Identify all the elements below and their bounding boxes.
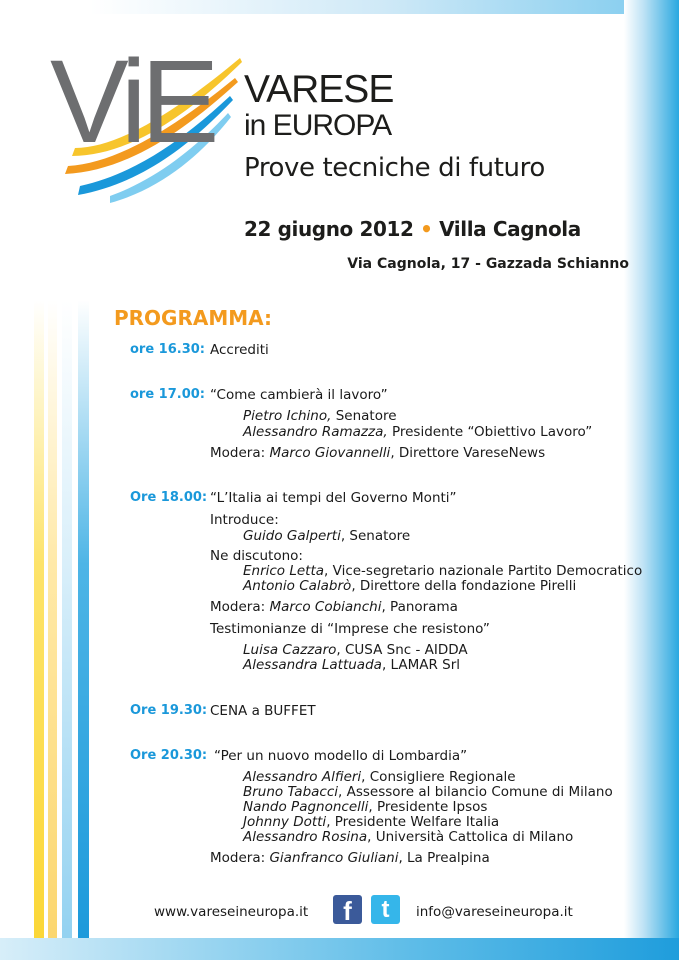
session-title-monti: “L’Italia ai tempi del Governo Monti”: [210, 490, 457, 506]
intro-role: , Senatore: [340, 528, 411, 544]
event-date: 22 giugno 2012: [244, 217, 414, 241]
left-stripe-blue: [78, 300, 89, 960]
time-2030: Ore 20.30:: [130, 748, 208, 763]
moderator-line: [210, 444, 545, 462]
speaker-name: Pietro Ichino,: [243, 408, 332, 424]
discussant-line: [243, 578, 576, 594]
discussant-name: Antonio Calabrò: [243, 578, 352, 594]
twitter-icon[interactable]: t: [371, 895, 400, 924]
event-dateline: [244, 215, 581, 243]
vie-logo: [50, 38, 250, 238]
speaker-name: Alessandro Alfieri: [243, 769, 362, 785]
session-title-lombardia: “Per un nuovo modello di Lombardia”: [214, 748, 468, 764]
title-varese: VARESE: [244, 68, 394, 111]
separator-dot: •: [420, 217, 433, 241]
session-title-lavoro: “Come cambierà il lavoro”: [210, 387, 388, 403]
speaker-line: [243, 829, 573, 845]
left-stripe-light-blue: [62, 300, 72, 960]
testimonial-role: , CUSA Snc - AIDDA: [336, 642, 468, 658]
moderator-role: , La Prealpina: [398, 850, 490, 866]
moderator-label: Modera:: [210, 850, 270, 866]
moderator-line: [210, 849, 490, 867]
speaker-name: Nando Pagnoncelli: [243, 799, 369, 815]
speaker-role: , Presidente Welfare Italia: [326, 814, 500, 830]
speaker-role: , Consigliere Regionale: [361, 769, 516, 785]
speaker-line: [243, 814, 499, 830]
moderator-label: Modera:: [210, 445, 270, 461]
intro-line: [243, 528, 410, 544]
speaker-line: [243, 424, 592, 440]
session-cena: CENA a BUFFET: [210, 703, 316, 719]
time-1700: ore 17.00:: [130, 387, 206, 402]
speaker-name: Bruno Tabacci: [243, 784, 339, 800]
left-stripe-yellow: [34, 300, 44, 960]
time-1930: Ore 19.30:: [130, 703, 208, 718]
subtitle: Prove tecniche di futuro: [244, 153, 545, 183]
testimonials-label: Testimonianze di “Imprese che resistono”: [210, 621, 490, 637]
top-gradient-band: [90, 0, 679, 14]
facebook-icon[interactable]: f: [333, 895, 362, 924]
testimonial-line: [243, 657, 460, 673]
moderator-label: Modera:: [210, 599, 270, 615]
programma-heading: PROGRAMMA:: [114, 306, 273, 330]
discussant-line: [243, 563, 642, 579]
moderator-name: Gianfranco Giuliani: [269, 850, 399, 866]
speaker-line: [243, 769, 516, 785]
discussant-role: , Direttore della fondazione Pirelli: [351, 578, 577, 594]
testimonial-name: Alessandra Lattuada: [243, 657, 382, 673]
time-1630: ore 16.30:: [130, 342, 206, 357]
time-1800: Ore 18.00:: [130, 490, 208, 505]
speaker-role: Senatore: [331, 408, 397, 424]
email-link[interactable]: info@vareseineuropa.it: [416, 904, 573, 920]
speaker-name: Johnny Dotti: [243, 814, 327, 830]
speaker-line: [243, 799, 487, 815]
discussant-name: Enrico Letta: [243, 563, 325, 579]
moderator-line: [210, 598, 458, 616]
left-stripe-light-yellow: [48, 300, 57, 960]
event-address: Via Cagnola, 17 - Gazzada Schianno: [347, 256, 629, 272]
speaker-line: [243, 408, 397, 424]
speaker-role: , Presidente Ipsos: [368, 799, 488, 815]
session-accrediti: Accrediti: [210, 342, 269, 358]
speaker-name: Alessandro Ramazza,: [243, 424, 388, 440]
right-gradient-band: [624, 0, 679, 960]
testimonial-name: Luisa Cazzaro: [243, 642, 337, 658]
logo-text: ViE: [50, 38, 214, 168]
testimonial-line: [243, 642, 468, 658]
speaker-role: , Università Cattolica di Milano: [367, 829, 574, 845]
moderator-name: Marco Cobianchi: [269, 599, 382, 615]
speaker-role: , Assessore al bilancio Comune di Milano: [338, 784, 613, 800]
discussant-role: , Vice-segretario nazionale Partito Democratico: [324, 563, 643, 579]
bottom-gradient-band: [0, 938, 679, 960]
moderator-name: Marco Giovannelli: [269, 445, 391, 461]
website-link[interactable]: www.vareseineuropa.it: [154, 904, 309, 920]
moderator-role: , Panorama: [381, 599, 458, 615]
event-venue: Villa Cagnola: [439, 217, 581, 241]
speaker-line: [243, 784, 613, 800]
speaker-name: Alessandro Rosina: [243, 829, 368, 845]
intro-label: Introduce:: [210, 512, 279, 528]
title-in-europa: in EUROPA: [244, 109, 392, 142]
testimonial-role: , LAMAR Srl: [381, 657, 461, 673]
discuss-label: Ne discutono:: [210, 548, 303, 564]
intro-name: Guido Galperti: [243, 528, 341, 544]
speaker-role: Presidente “Obiettivo Lavoro”: [387, 424, 593, 440]
moderator-role: , Direttore VareseNews: [390, 445, 546, 461]
